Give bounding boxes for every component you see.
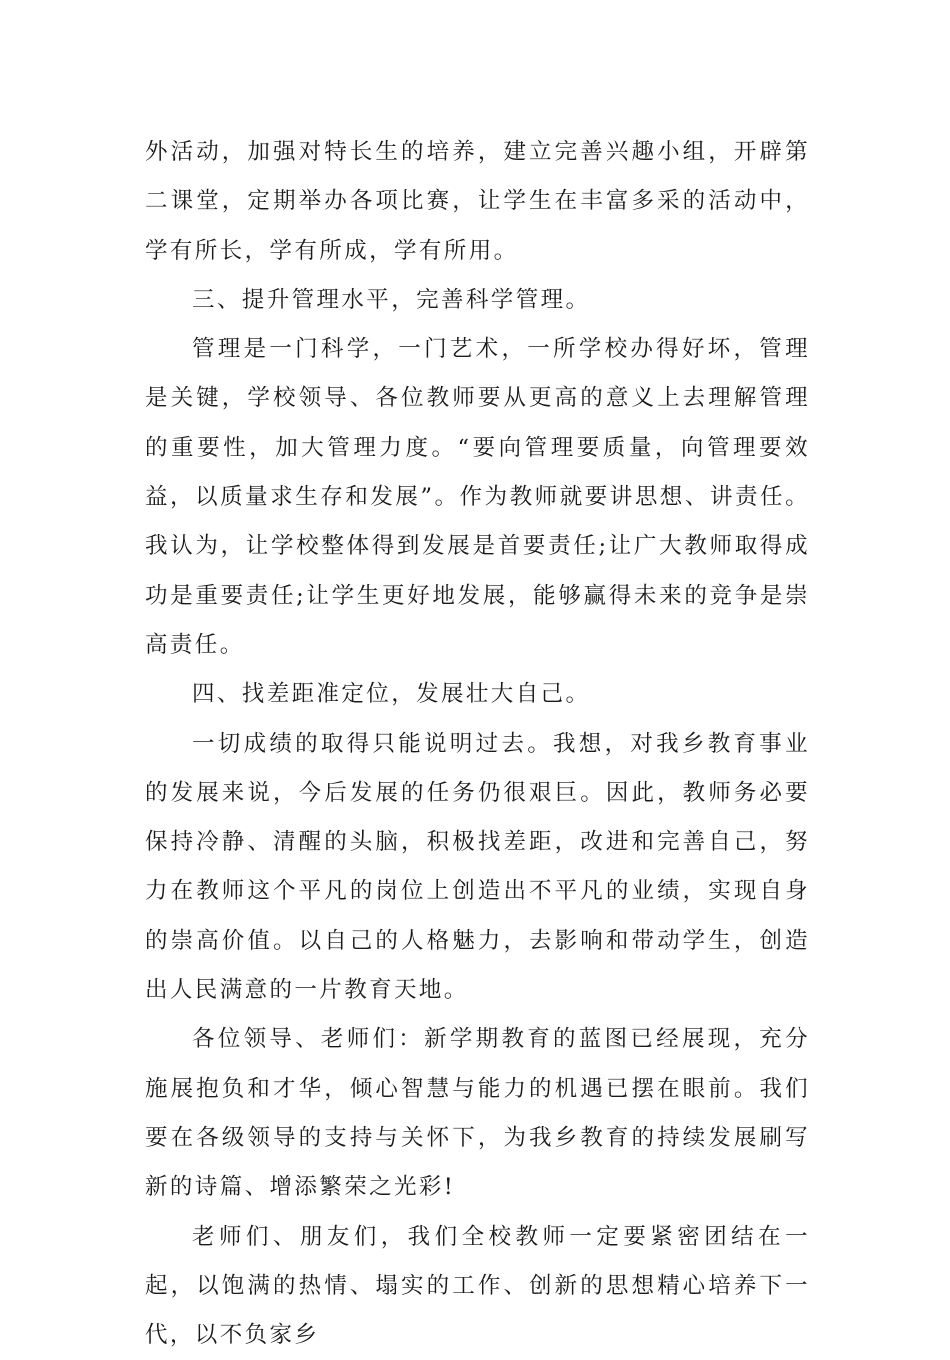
paragraph-achievements: 一切成绩的取得只能说明过去。我想，对我乡教育事业的发展来说，今后发展的任务仍很艰巨。因此，教师务必要保持冷静、清醒的头脑，积极找差距，改进和完善自己，努力在教师这个平凡的岗位上创造出不平凡的业绩，实现自身的崇高价值。以自己的人格魅力，去影响和带动学生，创造出人民满意的一片教育天地。 <box>145 730 810 1004</box>
paragraph-teachers-friends: 老师们、朋友们，我们全校教师一定要紧密团结在一起，以饱满的热情、塌实的工作、创新的思想精心培养下一代，以不负家乡 <box>145 1223 810 1349</box>
paragraph-leaders-teachers: 各位领导、老师们：新学期教育的蓝图已经展现，充分施展抱负和才华，倾心智慧与能力的机遇已摆在眼前。我们要在各级领导的支持与关怀下，为我乡教育的持续发展刷写新的诗篇、增添繁荣之光彩! <box>145 1026 810 1201</box>
document-body <box>145 128 810 1360</box>
section-heading-3: 三、提升管理水平，完善科学管理。 <box>192 286 591 313</box>
paragraph-continuation: 外活动，加强对特长生的培养，建立完善兴趣小组，开辟第二课堂，定期举办各项比赛，让学生在丰富多采的活动中，学有所长，学有所成，学有所用。 <box>145 139 810 264</box>
paragraph-management: 管理是一门科学，一门艺术，一所学校办得好坏，管理是关键，学校领导、各位教师要从更高的意义上去理解管理的重要性，加大管理力度。“要向管理要质量，向管理要效益，以质量求生存和发展”。作为教师就要讲思想、讲责任。我认为，让学校整体得到发展是首要责任;让广大教师取得成功是重要责任;让学生更好地发展，能够赢得未来的竞争是崇高责任。 <box>145 336 810 658</box>
section-heading-4: 四、找差距准定位，发展壮大自己。 <box>192 681 591 708</box>
